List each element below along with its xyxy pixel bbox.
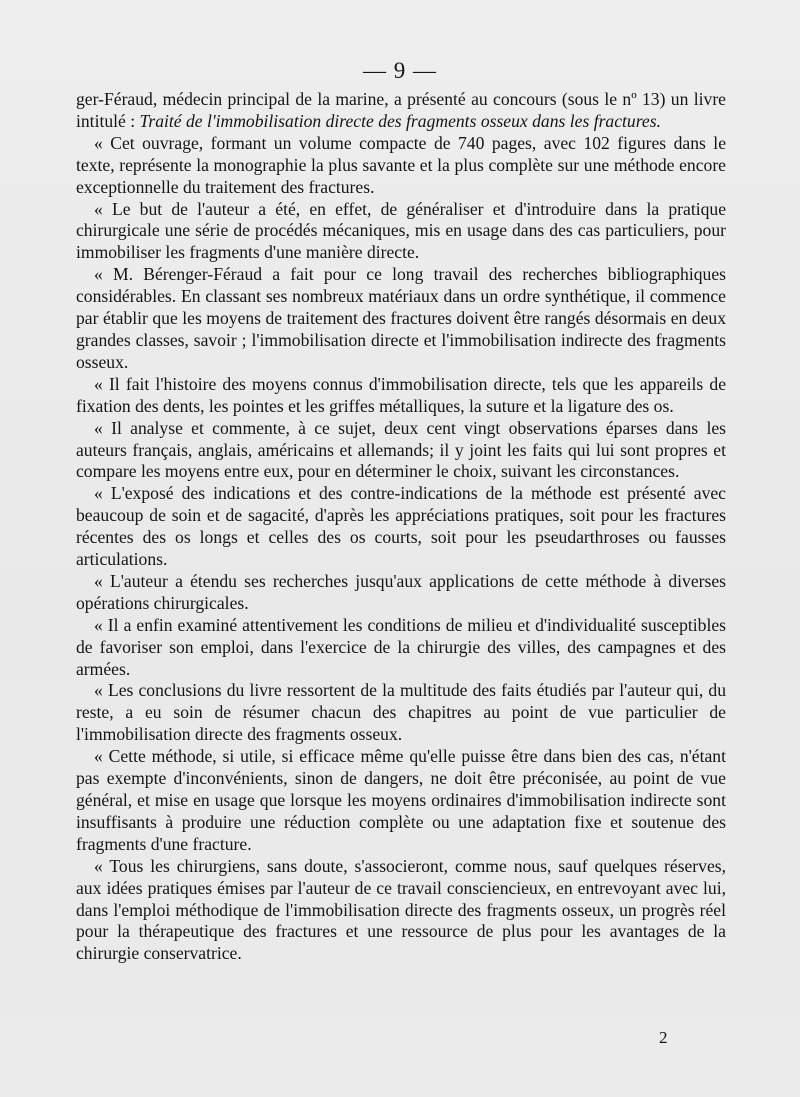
book-title: Traité de l'immobilisation directe des fragments osseux dans les fractures. [139,110,661,131]
paragraph-4: « M. Bérenger-Féraud a fait pour ce long travail des recherches bibliographiques considérables. En classant ses nombreux matériaux dans un ordre synthétique, il commence par établir que les moyens de traitement des fractures doivent être rangés désormais en deux grandes classes, savoir ; l'immobilisation directe et l'immobilisation indirecte des fragments osseux. [76,264,726,372]
paragraph-7: « L'exposé des indications et des contre-indications de la méthode est présenté avec beaucoup de soin et de sagacité, d'après les appréciations pratiques, soit pour les fractures récentes des os longs et celles des os courts, soit pour les pseudarthroses ou fausses articulations. [76,483,726,570]
paragraph-9: « Il a enfin examiné attentivement les conditions de milieu et d'individualité susceptibles de favoriser son emploi, dans l'exercice de la chirurgie des villes, des campagnes et des armées. [76,614,726,679]
paragraph-11: « Cette méthode, si utile, si efficace même qu'elle puisse être dans bien des cas, n'étant pas exempte d'inconvénients, sinon de dangers, ne doit être préconisée, au point de vue général, et mise en usage que lorsque les moyens ordinaires d'immobilisation indirecte sont insuffisants à produire une réduction complète ou une adaptation fixe et soutenue des fragments d'une fracture. [76,746,726,854]
page-number: — 9 — [363,58,437,83]
paragraph-1-lead: ger-Féraud, médecin principal de la marine, a présenté au concours (sous le nº 13) un livre intitulé : [76,89,726,131]
body-text [76,89,726,965]
signature-mark: 2 [659,1028,668,1047]
paragraph-3: « Le but de l'auteur a été, en effet, de généraliser et d'introduire dans la pratique chirurgicale une série de procédés mécaniques, mis en usage dans des cas particuliers, pour immobiliser les fragments d'une manière directe. [76,198,726,263]
paragraph-2: « Cet ouvrage, formant un volume compacte de 740 pages, avec 102 figures dans le texte, représente la monographie la plus savante et la plus complète sur une méthode encore exceptionnelle du traitement des fractures. [76,132,726,197]
paragraph-12: « Tous les chirurgiens, sans doute, s'associeront, comme nous, sauf quelques réserves, aux idées pratiques émises par l'auteur de ce travail consciencieux, en entrevoyant avec lui, dans l'emploi méthodique de l'immobilisation directe des fragments osseux, un progrès réel pour la thérapeutique des fractures et une ressource de plus pour les avantages de la chirurgie conservatrice. [76,855,726,964]
paragraph-8: « L'auteur a étendu ses recherches jusqu'aux applications de cette méthode à diverses opérations chirurgicales. [76,570,726,613]
paragraph-1 [76,89,726,133]
paragraph-10: « Les conclusions du livre ressortent de la multitude des faits étudiés par l'auteur qui, du reste, a eu soin de résumer chacun des chapitres au point de vue particulier de l'immobilisation directe des fragments osseux. [76,680,726,745]
paragraph-5: « Il fait l'histoire des moyens connus d'immobilisation directe, tels que les appareils de fixation des dents, les pointes et les griffes métalliques, la suture et la ligature des os. [76,373,726,416]
paragraph-6: « Il analyse et commente, à ce sujet, deux cent vingt observations éparses dans les auteurs français, anglais, américains et allemands; il y joint les faits qui lui sont propres et compare les moyens entre eux, pour en déterminer le choix, suivant les circonstances. [76,417,726,482]
